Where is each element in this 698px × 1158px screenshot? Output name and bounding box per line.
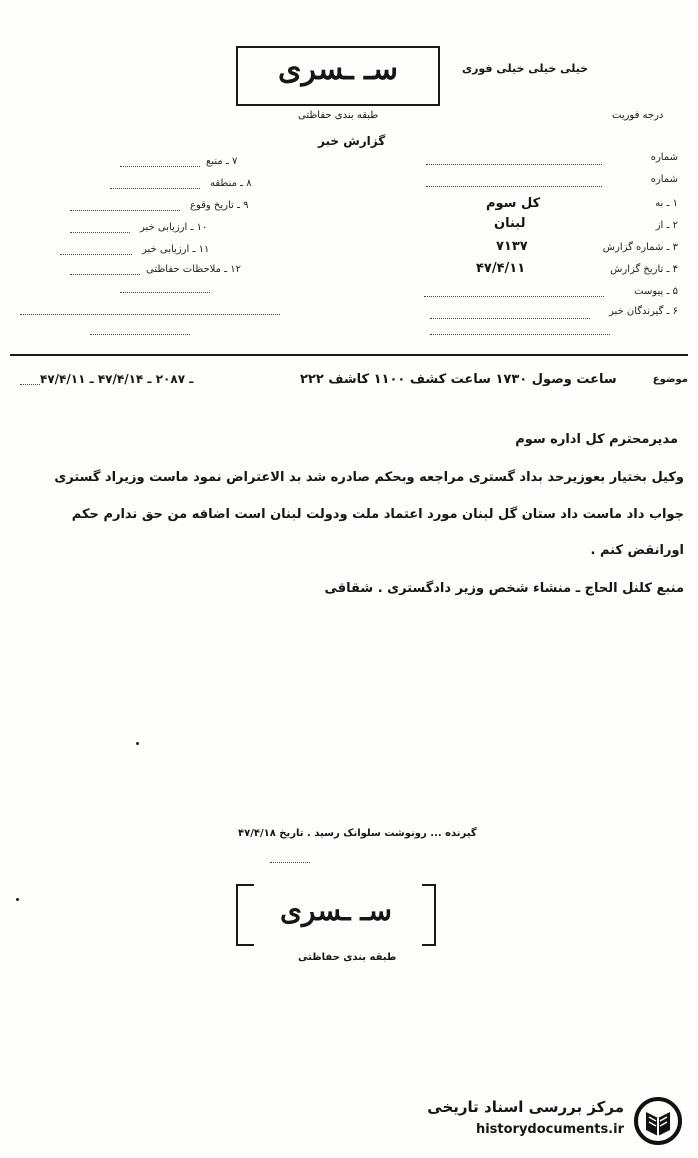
classification-label-bottom: طبقه بندی حفاظتی (298, 952, 397, 963)
stamp-text-bottom: سـ ـسری (280, 894, 392, 927)
field-label: ۱۱ ـ ارزیابی خبر (142, 244, 210, 255)
field-dotline (424, 296, 604, 297)
field-dotline (70, 210, 180, 211)
watermark-title: مرکز بررسی اسناد تاریخی (427, 1098, 624, 1116)
watermark-url: historydocuments.ir (475, 1122, 624, 1137)
field-label: ۷ ـ منبع (206, 156, 238, 167)
field-dotline (70, 274, 140, 275)
field-dotline (430, 318, 590, 319)
field-label: ۶ ـ گیرندگان خبر (608, 306, 678, 317)
subject-text: ساعت وصول ۱۷۳۰ ساعت کشف ۱۱۰۰ کاشف ۲۲۲ (300, 372, 617, 387)
field-label: ۱۰ ـ ارزیابی خبر (140, 222, 208, 233)
field-value-report-number: ۷۱۳۷ (496, 239, 528, 254)
field-dotline (90, 334, 190, 335)
footer-note: گیرنده ... رونوشت سلوانک رسید . تاریخ ۴۷/۴/۱۸ (238, 828, 477, 839)
salutation: مدیرمحترم کل اداره سوم (515, 432, 678, 447)
field-label: ۸ ـ منطقه (210, 178, 252, 189)
field-label: شماره (650, 174, 678, 185)
field-label: ۹ ـ تاریخ وقوع (190, 200, 249, 211)
field-label: ۳ ـ شماره گزارش (602, 242, 678, 253)
field-label: ۱۲ ـ ملاحظات حفاظتی (146, 264, 241, 275)
field-dotline (430, 334, 610, 335)
field-label: ۴ ـ تاریخ گزارش (610, 264, 678, 275)
body-line-3: اورانقض کنم . (590, 543, 684, 558)
stamp-text-top: سـ ـسری (278, 52, 398, 87)
form-title: گزارش خبر (318, 134, 386, 148)
field-dotline (426, 164, 602, 165)
field-dotline (426, 186, 602, 187)
classification-label-top: طبقه بندی حفاظتی (298, 110, 379, 121)
field-value-from: لبنان (494, 216, 526, 231)
field-label: ۱ ـ به (655, 198, 678, 209)
subject-ref: ۴۷/۴/۱۱ ـ ۲۰۸۷ ـ ۴۷/۴/۱۴ ـ (40, 372, 194, 386)
watermark-logo (410, 1092, 690, 1150)
field-dotline (120, 292, 210, 293)
body-line-2: جواب داد ماست داد ستان گل لبنان مورد اعتماد ملت ودولت لبنان است اضافه من حق ندارم حکم (71, 507, 684, 522)
secret-stamp-top (236, 46, 440, 106)
body-line-1: وکیل بختیار بعوزیرحد بداد گستری مراجعه وبحکم صادره شد بد الاعتراض نمود ماست وزیراد گستری (54, 470, 684, 485)
divider-rule (10, 354, 688, 356)
subject-dotline (20, 384, 40, 385)
source-line: منبع کلنل الحاج ـ منشاء شخص وزیر دادگستری . شقاقی (324, 581, 684, 596)
field-label: ۲ ـ از (655, 220, 678, 231)
secret-stamp-bottom (236, 884, 436, 944)
book-logo-icon (632, 1096, 684, 1146)
ink-speck (16, 898, 19, 901)
field-dotline (20, 314, 280, 315)
ink-speck (136, 742, 139, 745)
field-label: شماره (650, 152, 678, 163)
field-value-report-date: ۴۷/۴/۱۱ (476, 261, 526, 276)
field-value-to: کل سوم (486, 196, 541, 211)
priority-label: خیلی خیلی خیلی فوری (462, 62, 589, 75)
field-dotline (120, 166, 200, 167)
urgency-label: درجه فوریت (612, 110, 664, 121)
field-label: ۵ ـ پیوست (634, 286, 678, 297)
footer-dotline (270, 862, 310, 863)
field-dotline (60, 254, 132, 255)
field-dotline (70, 232, 130, 233)
field-dotline (110, 188, 200, 189)
subject-label: موضوع (652, 374, 688, 385)
